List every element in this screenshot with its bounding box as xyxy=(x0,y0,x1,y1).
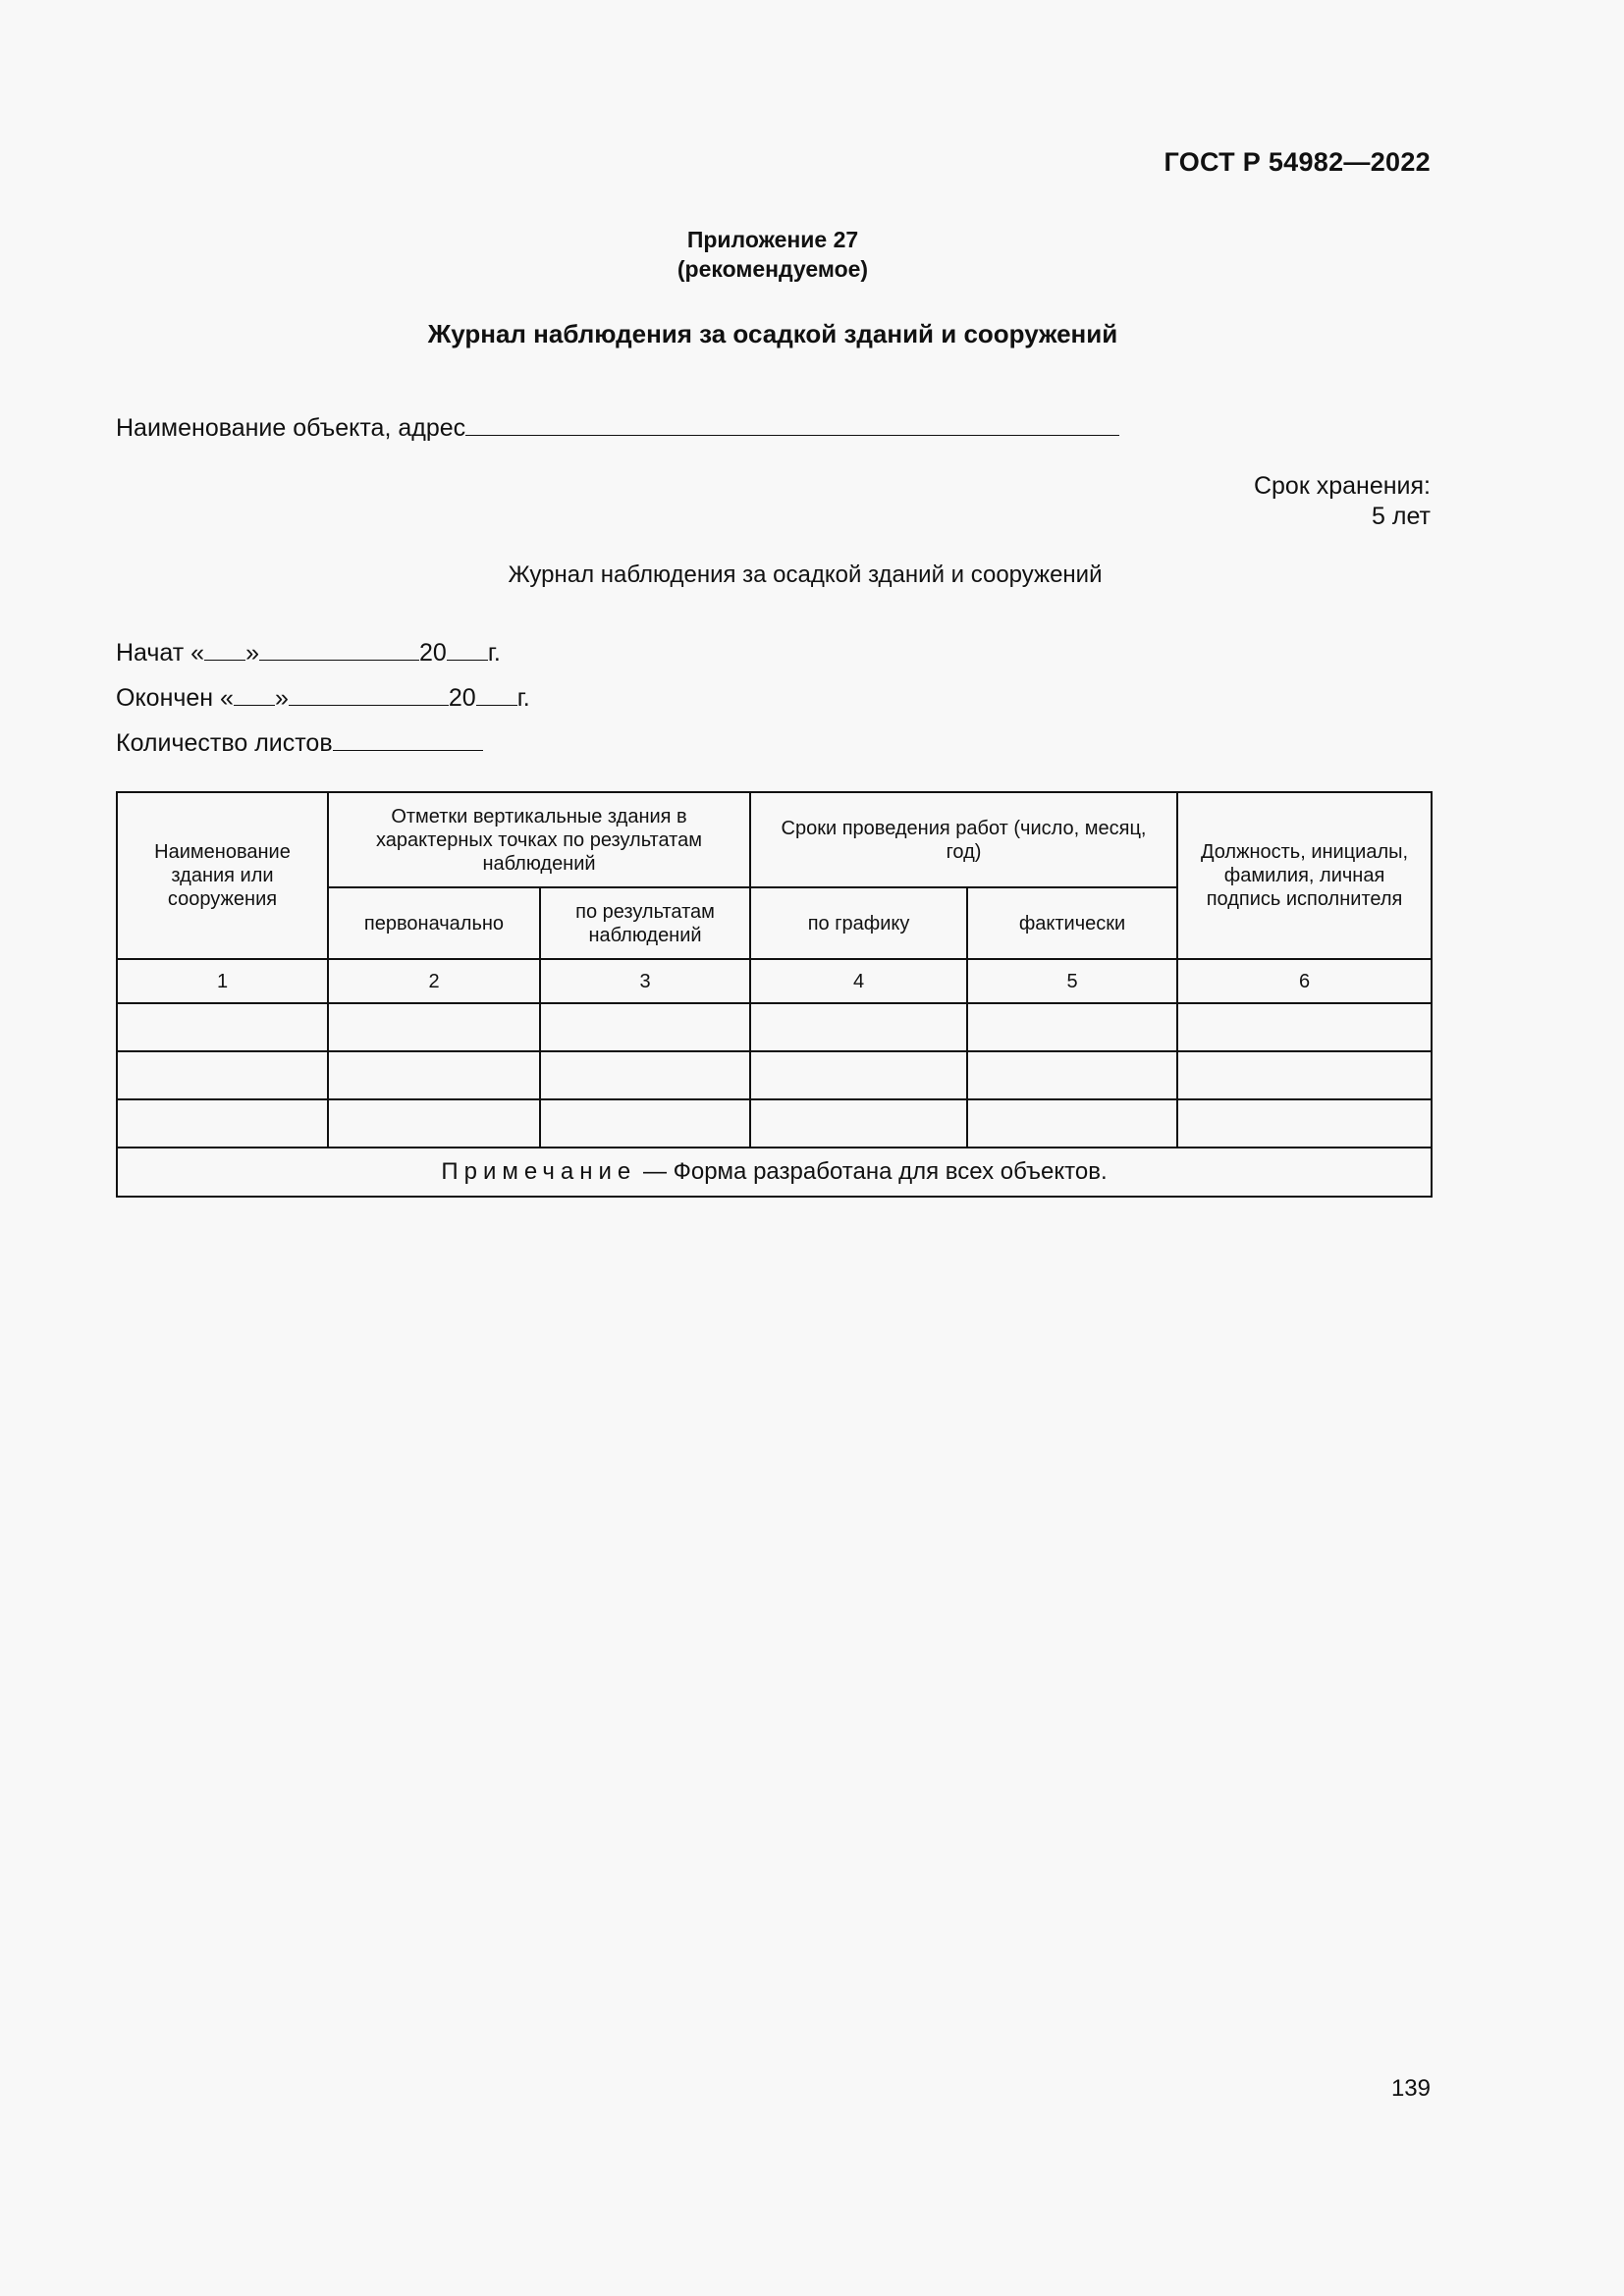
main-title: Журнал наблюдения за осадкой зданий и сооружений xyxy=(427,319,1118,348)
started-line xyxy=(116,636,501,667)
table-cell[interactable] xyxy=(328,1099,540,1148)
header-actual: фактически xyxy=(967,887,1177,959)
appendix-title: Приложение 27 xyxy=(686,227,859,252)
appendix-type: (рекомендуемое) xyxy=(677,256,869,282)
object-name-field[interactable] xyxy=(465,411,1119,436)
started-year-field[interactable] xyxy=(447,636,488,661)
column-number: 1 xyxy=(117,959,328,1003)
object-name-line xyxy=(116,411,1119,443)
note-text: — Форма разработана для всех объектов. xyxy=(636,1158,1108,1185)
started-day-field[interactable] xyxy=(204,636,245,661)
finished-month-field[interactable] xyxy=(289,681,449,706)
sheets-line xyxy=(116,726,483,758)
table-row xyxy=(117,1099,1432,1148)
table-cell[interactable] xyxy=(967,1003,1177,1051)
table-cell[interactable] xyxy=(1177,1099,1432,1148)
column-number: 6 xyxy=(1177,959,1432,1003)
finished-year-prefix: 20 xyxy=(448,684,476,712)
table-row xyxy=(117,1051,1432,1099)
sheets-count-field[interactable] xyxy=(333,726,483,751)
header-work-terms: Сроки проведения работ (число, месяц, год) xyxy=(750,792,1177,887)
column-number: 4 xyxy=(750,959,967,1003)
object-name-label: Наименование объекта, адрес xyxy=(116,414,466,442)
table-row xyxy=(117,1003,1432,1051)
started-year-prefix: 20 xyxy=(419,639,447,667)
column-number: 2 xyxy=(328,959,540,1003)
finished-quote: » xyxy=(274,684,289,712)
header-observed: по результатам наблюдений xyxy=(540,887,750,959)
table-cell[interactable] xyxy=(1177,1003,1432,1051)
finished-year-field[interactable] xyxy=(476,681,517,706)
table-cell[interactable] xyxy=(540,1051,750,1099)
table-cell[interactable] xyxy=(1177,1051,1432,1099)
observation-journal-table xyxy=(116,791,1433,1198)
column-number: 3 xyxy=(540,959,750,1003)
table-cell[interactable] xyxy=(967,1099,1177,1148)
sheets-label: Количество листов xyxy=(116,729,333,757)
header-executor: Должность, инициалы, фамилия, личная подпись исполнителя xyxy=(1177,792,1432,959)
document-code: ГОСТ Р 54982—2022 xyxy=(1164,147,1431,177)
table-cell[interactable] xyxy=(750,1051,967,1099)
finished-day-field[interactable] xyxy=(234,681,275,706)
header-vertical-marks: Отметки вертикальные здания в характерных точках по результатам наблюдений xyxy=(328,792,750,887)
table-cell[interactable] xyxy=(967,1051,1177,1099)
started-label: Начат « xyxy=(116,639,205,667)
column-number: 5 xyxy=(967,959,1177,1003)
table-cell[interactable] xyxy=(540,1099,750,1148)
table-note xyxy=(117,1148,1432,1197)
appendix-heading xyxy=(0,225,1545,284)
started-month-field[interactable] xyxy=(259,636,419,661)
started-quote: » xyxy=(245,639,259,667)
table-cell[interactable] xyxy=(117,1051,328,1099)
page-number: 139 xyxy=(1390,2075,1431,2102)
table-cell[interactable] xyxy=(117,1003,328,1051)
column-number-row xyxy=(117,959,1432,1003)
finished-suffix: г. xyxy=(516,684,530,712)
note-row xyxy=(117,1148,1432,1197)
finished-label: Окончен « xyxy=(116,684,234,712)
note-label: Примечание xyxy=(441,1158,637,1185)
table-cell[interactable] xyxy=(750,1003,967,1051)
journal-subtitle: Журнал наблюдения за осадкой зданий и сооружений xyxy=(508,561,1103,588)
header-building-name: Наименование здания или сооружения xyxy=(117,792,328,959)
table-cell[interactable] xyxy=(117,1099,328,1148)
finished-line xyxy=(116,681,530,713)
header-initial: первоначально xyxy=(328,887,540,959)
storage-label: Срок хранения: xyxy=(1253,472,1431,500)
table-cell[interactable] xyxy=(328,1051,540,1099)
table-cell[interactable] xyxy=(328,1003,540,1051)
started-suffix: г. xyxy=(487,639,501,667)
header-scheduled: по графику xyxy=(750,887,967,959)
table-cell[interactable] xyxy=(540,1003,750,1051)
storage-value: 5 лет xyxy=(1372,503,1431,530)
storage-period xyxy=(1254,471,1431,532)
table-cell[interactable] xyxy=(750,1099,967,1148)
